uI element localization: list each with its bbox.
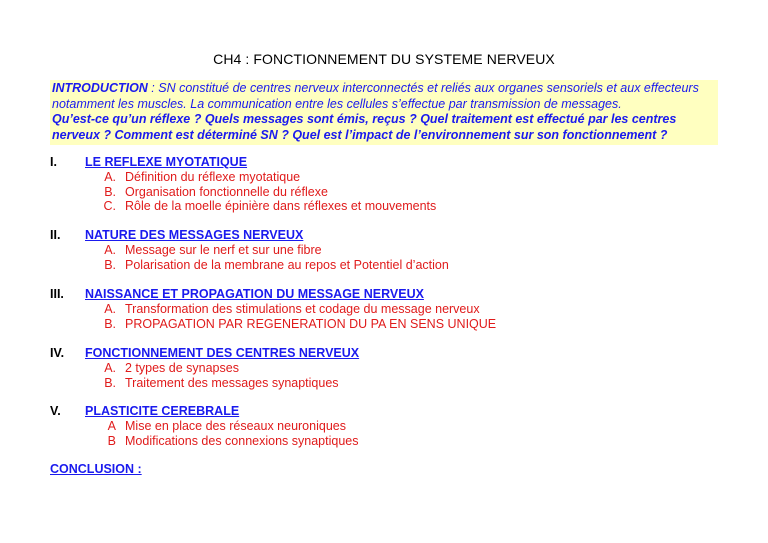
section-2 [50, 228, 740, 272]
item-text: PROPAGATION PAR REGENERATION DU PA EN SENS UNIQUE [125, 316, 497, 331]
list-item [50, 434, 740, 449]
introduction-questions: Qu’est-ce qu’un réflexe ? Quels messages sont émis, reçus ? Quel traitement est effectué par les centres nerveux ? Comment est déterminé SN ? Quel est l’impact de l’environnement sur son fonctionnement ? [52, 112, 677, 142]
section-title: PLASTICITE CEREBRALE [85, 404, 240, 418]
section-title: NAISSANCE ET PROPAGATION DU MESSAGE NERVEUX [85, 287, 424, 301]
section-title: NATURE DES MESSAGES NERVEUX [85, 228, 304, 242]
item-text: Organisation fonctionnelle du réflexe [125, 184, 328, 199]
item-letter: A. [104, 242, 116, 257]
section-number: III. [50, 287, 64, 301]
list-item [50, 258, 740, 273]
item-text: Mise en place des réseaux neuroniques [125, 418, 346, 433]
item-letter: C. [103, 199, 116, 214]
item-letter: B. [104, 316, 116, 331]
introduction-box [50, 80, 718, 145]
list-item [50, 302, 740, 317]
list-item [50, 243, 740, 258]
section-number: IV. [50, 346, 65, 360]
item-letter: B. [104, 184, 116, 199]
list-item [50, 170, 740, 185]
item-text: Message sur le nerf et sur une fibre [125, 242, 322, 257]
section-5 [50, 404, 740, 448]
item-letter: B. [104, 257, 116, 272]
section-number: II. [50, 228, 61, 242]
item-text: Définition du réflexe myotatique [125, 169, 301, 184]
section-number: V. [50, 404, 61, 418]
section-number: I. [50, 155, 57, 169]
item-text: 2 types de synapses [125, 360, 239, 375]
page-title: CH4 : FONCTIONNEMENT DU SYSTEME NERVEUX [213, 51, 555, 67]
item-letter: A. [104, 360, 116, 375]
introduction-text: : SN constitué de centres nerveux interconnectés et reliés aux organes sensoriels et aux effecteurs notamment les muscles. La communication entre les cellules s’effectue par transmission de messages. [52, 81, 699, 111]
item-text: Traitement des messages synaptiques [125, 375, 339, 390]
item-letter: B [107, 433, 116, 448]
list-item [50, 361, 740, 376]
item-text: Rôle de la moelle épinière dans réflexes et mouvements [125, 199, 437, 214]
item-text: Transformation des stimulations et codage du message nerveux [125, 301, 480, 316]
item-letter: A. [104, 301, 116, 316]
list-item [50, 199, 740, 214]
section-title: LE REFLEXE MYOTATIQUE [85, 155, 248, 169]
conclusion-heading: CONCLUSION : [50, 462, 142, 476]
list-item [50, 376, 740, 391]
item-text: Polarisation de la membrane au repos et Potentiel d’action [125, 257, 449, 272]
section-1 [50, 155, 740, 214]
item-letter: B. [104, 375, 116, 390]
item-text: Modifications des connexions synaptiques [125, 433, 359, 448]
list-item [50, 185, 740, 200]
section-title: FONCTIONNEMENT DES CENTRES NERVEUX [85, 346, 360, 360]
section-3 [50, 287, 740, 331]
list-item [50, 317, 740, 332]
section-4 [50, 346, 740, 390]
list-item [50, 419, 740, 434]
item-letter: A [107, 418, 116, 433]
introduction-label: INTRODUCTION [52, 81, 148, 95]
item-letter: A. [104, 169, 116, 184]
